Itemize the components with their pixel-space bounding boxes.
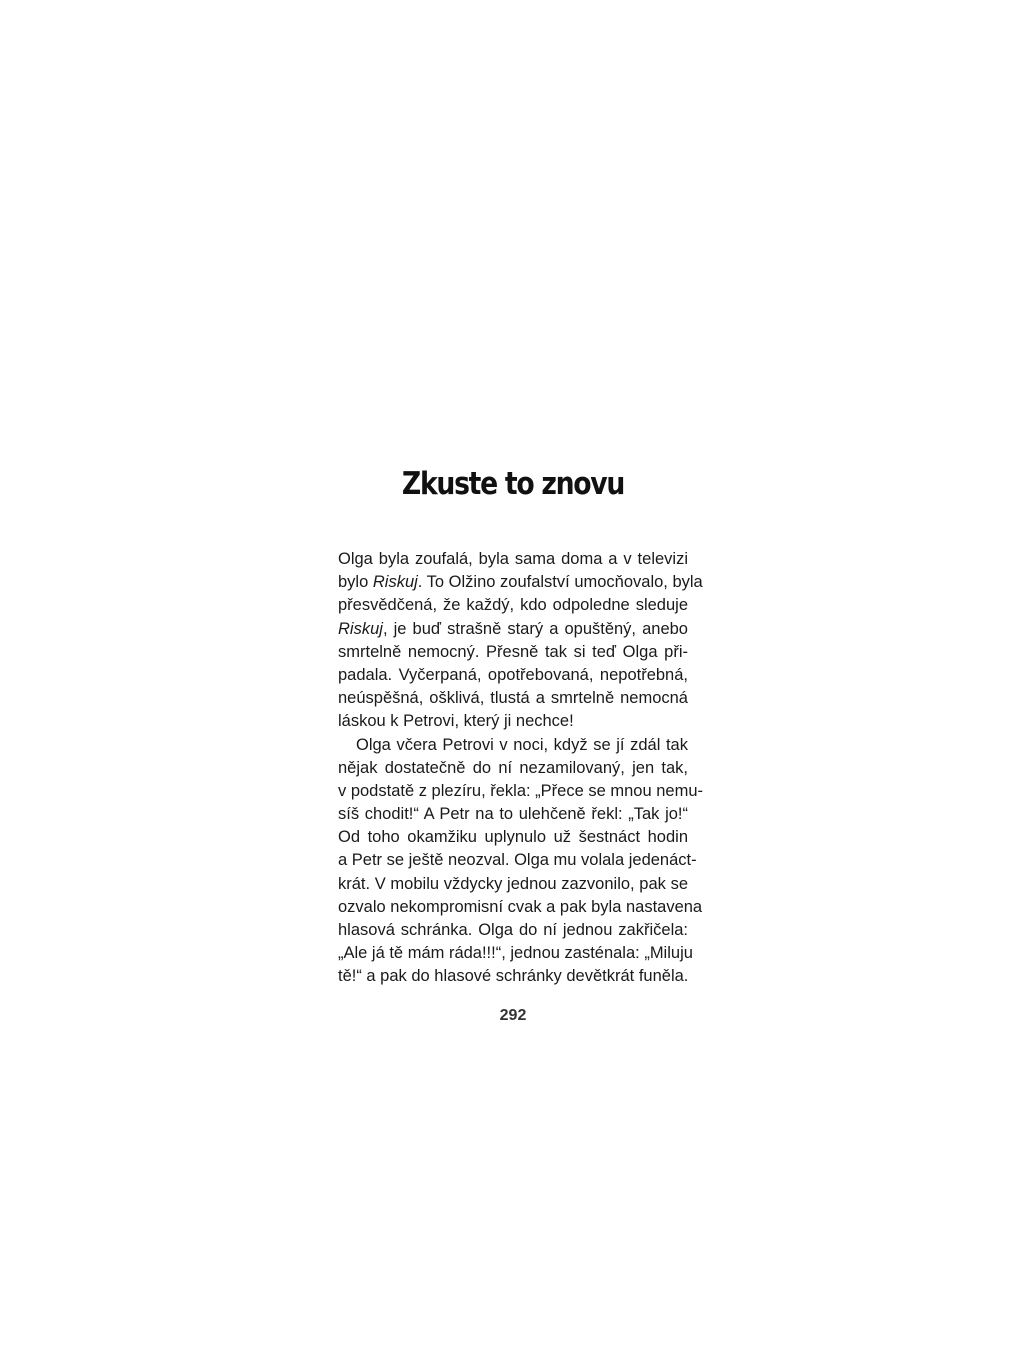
italic-title: Riskuj xyxy=(338,619,383,638)
text-line: a Petr se ještě neozval. Olga mu volala jedenáct- xyxy=(338,851,697,870)
paragraph xyxy=(338,734,703,989)
chapter-title: Zkuste to znovu xyxy=(401,466,625,502)
text-line: síš chodit!“ A Petr na to ulehčeně řekl: „Tak jo!“ xyxy=(338,805,688,824)
text-line: neúspěšná, ošklivá, tlustá a smrtelně nemocná xyxy=(338,689,688,708)
chapter-body xyxy=(338,548,703,989)
paragraph xyxy=(338,548,703,734)
text-line: bylo Riskuj. To Olžino zoufalství umocňovalo, byla xyxy=(338,573,703,592)
text-line: Olga byla zoufalá, byla sama doma a v televizi xyxy=(338,550,688,568)
text-line: hlasová schránka. Olga do ní jednou zakřičela: xyxy=(338,921,688,939)
text-line: smrtelně nemocný. Přesně tak si teď Olga při- xyxy=(338,642,688,661)
text-line: v podstatě z plezíru, řekla: „Přece se mnou nemu- xyxy=(338,781,703,800)
text-line: Riskuj, je buď strašně starý a opuštěný, anebo xyxy=(338,619,688,638)
text-line: přesvědčená, že každý, kdo odpoledne sleduje xyxy=(338,596,688,615)
text-line: ozvalo nekompromisní cvak a pak byla nastavena xyxy=(338,897,703,916)
text-line: padala. Vyčerpaná, opotřebovaná, nepotřebná, xyxy=(338,665,688,684)
text-line: krát. V mobilu vždycky jednou zazvonilo, pak se xyxy=(338,874,688,893)
text-line: tě!“ a pak do hlasové schránky devětkrát funěla. xyxy=(338,967,689,986)
text-line: Olga včera Petrovi v noci, když se jí zdál tak xyxy=(356,735,688,754)
text-line: Od toho okamžiku uplynulo už šestnáct hodin xyxy=(338,828,688,847)
italic-title: Riskuj xyxy=(372,573,418,592)
text-line: láskou k Petrovi, který ji nechce! xyxy=(338,712,574,731)
page-number: 292 xyxy=(499,1007,527,1024)
text-line: nějak dostatečně do ní nezamilovaný, jen tak, xyxy=(338,758,688,777)
text-line: „Ale já tě mám ráda!!!“, jednou zasténala: „Miluju xyxy=(338,944,693,963)
